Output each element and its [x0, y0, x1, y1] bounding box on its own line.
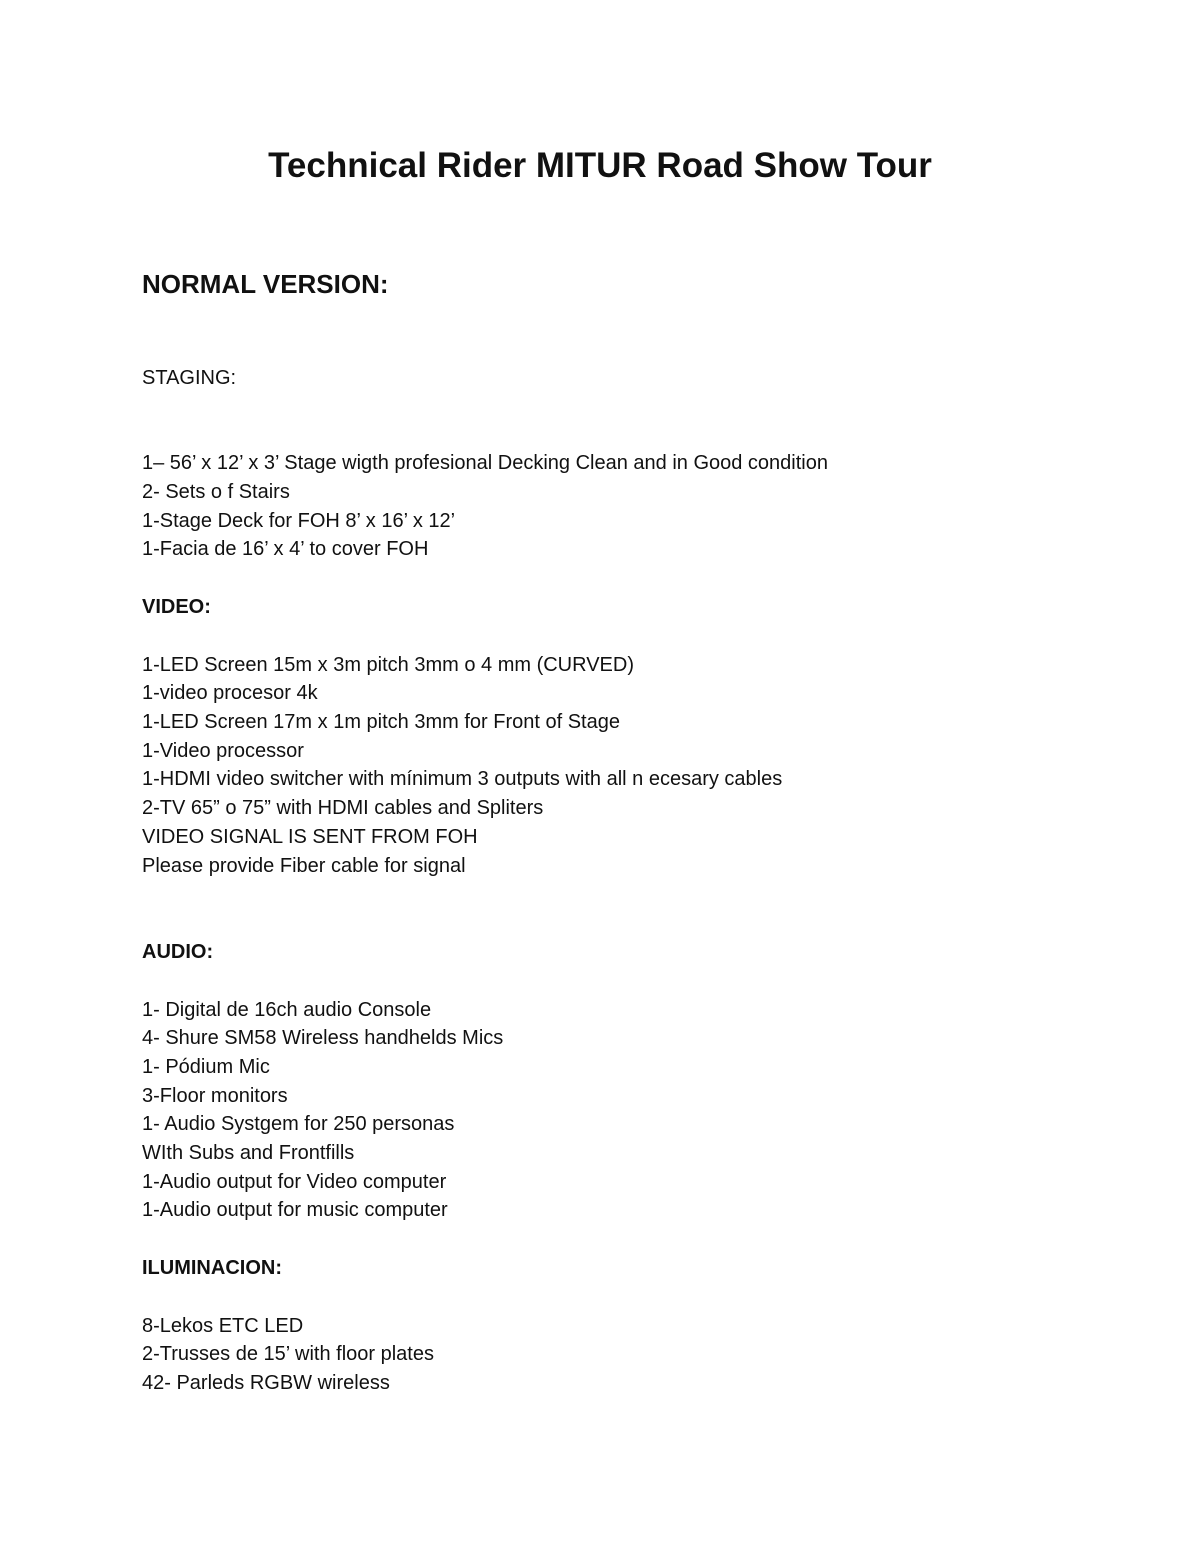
- audio-item: WIth Subs and Frontfills: [142, 1142, 355, 1164]
- lighting-item: 8-Lekos ETC LED: [142, 1315, 304, 1337]
- video-item: 1-video procesor 4k: [142, 682, 318, 704]
- video-item: Please provide Fiber cable for signal: [142, 855, 466, 877]
- video-item: 1-LED Screen 17m x 1m pitch 3mm for Front of Stage: [142, 711, 620, 733]
- audio-item: 1- Pódium Mic: [142, 1056, 270, 1078]
- video-item: 2-TV 65” o 75” with HDMI cables and Spliters: [142, 797, 544, 819]
- document-title: Technical Rider MITUR Road Show Tour: [268, 146, 932, 185]
- staging-item: 1-Facia de 16’ x 4’ to cover FOH: [142, 538, 429, 560]
- video-item: 1-HDMI video switcher with mínimum 3 outputs with all n ecesary cables: [142, 768, 783, 790]
- audio-heading: AUDIO:: [142, 941, 214, 963]
- lighting-item: 42- Parleds RGBW wireless: [142, 1372, 390, 1394]
- audio-item: 1-Audio output for music computer: [142, 1199, 448, 1221]
- video-item: VIDEO SIGNAL IS SENT FROM FOH: [142, 826, 478, 848]
- video-heading: VIDEO:: [142, 596, 211, 618]
- video-item: 1-LED Screen 15m x 3m pitch 3mm o 4 mm (CURVED): [142, 654, 634, 676]
- audio-item: 1- Digital de 16ch audio Console: [142, 999, 432, 1021]
- audio-item: 3-Floor monitors: [142, 1085, 288, 1107]
- staging-item: 1-Stage Deck for FOH 8’ x 16’ x 12’: [142, 510, 456, 532]
- lighting-item: 2-Trusses de 15’ with floor plates: [142, 1343, 434, 1365]
- staging-item: 2- Sets o f Stairs: [142, 481, 290, 503]
- audio-item: 1-Audio output for Video computer: [142, 1171, 447, 1193]
- version-heading: NORMAL VERSION:: [142, 269, 389, 299]
- audio-item: 4- Shure SM58 Wireless handhelds Mics: [142, 1027, 504, 1049]
- video-item: 1-Video processor: [142, 740, 304, 762]
- staging-item: 1– 56’ x 12’ x 3’ Stage wigth profesional Decking Clean and in Good condition: [142, 452, 828, 474]
- lighting-heading: ILUMINACION:: [142, 1257, 282, 1279]
- audio-item: 1- Audio Systgem for 250 personas: [142, 1113, 455, 1135]
- staging-heading: STAGING:: [142, 367, 237, 389]
